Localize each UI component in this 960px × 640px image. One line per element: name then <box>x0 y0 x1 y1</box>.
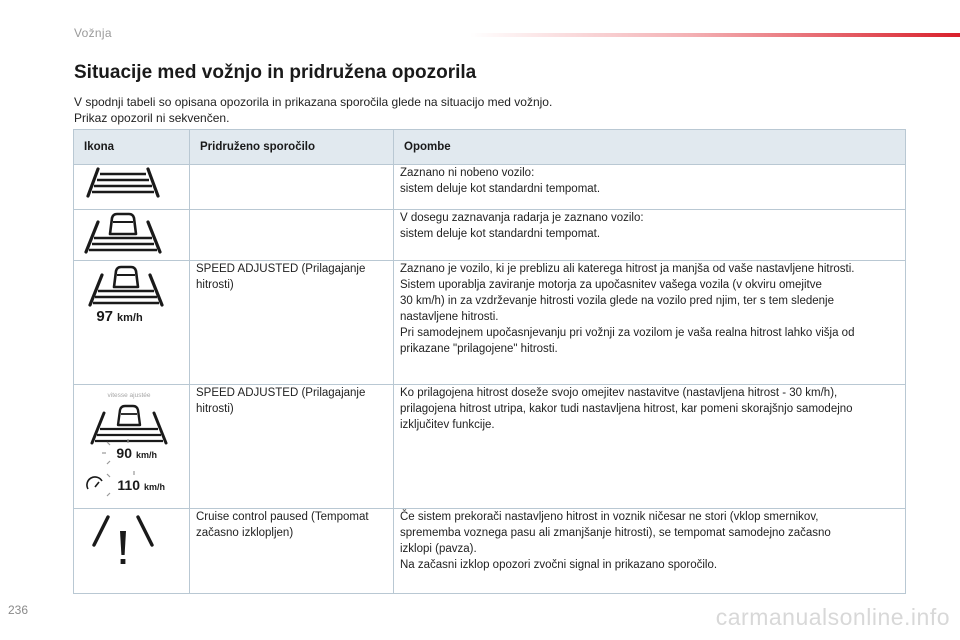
section-label: Vožnja <box>74 26 112 40</box>
note-line: Ko prilagojena hitrost doseže svojo omejitev nastavitve (nastavljena hitrost - 30 km/h), <box>400 387 838 399</box>
note-line: Zaznano je vozilo, ki je preblizu ali katerega hitrost ja manjša od vaše nastavljene hitrosti. <box>400 263 855 275</box>
watermark: carmanualsonline.info <box>715 604 950 630</box>
message-line: SPEED ADJUSTED (Prilagajanje <box>196 387 366 399</box>
icon-adjusted-speed: 90 <box>116 445 132 461</box>
note-line: izklopi (pavza). <box>400 543 477 555</box>
column-header-icon: Ikona <box>74 130 190 165</box>
icon-cell <box>74 509 190 594</box>
message-line: začasno izklopljen) <box>196 527 294 539</box>
speed-limit-reached-icon <box>80 385 178 497</box>
message-line: Cruise control paused (Tempomat <box>196 511 369 523</box>
note-line: 30 km/h) in za vzdrževanje hitrosti vozila glede na vozilo pred njim, ter s tem sledenje <box>400 295 835 307</box>
notes-cell <box>394 210 906 261</box>
lane-lines-icon <box>80 165 166 199</box>
warning-exclamation-icon <box>80 509 166 569</box>
notes-cell <box>394 165 906 210</box>
icon-set-unit: km/h <box>144 482 166 492</box>
icon-speed-value: 97 <box>96 308 113 323</box>
intro-line: Prikaz opozoril ni sekvenčen. <box>74 111 230 125</box>
icon-caption: vitesse ajustée <box>107 392 151 399</box>
note-line: sistem deluje kot standardni tempomat. <box>400 228 601 240</box>
table-row <box>74 509 906 594</box>
table-header-row <box>74 130 906 165</box>
header-accent-rule <box>470 33 960 37</box>
note-line: prilagojena hitrost utripa, kakor tudi nastavljena hitrost, kar pomeni skorajšnjo samodejno <box>400 403 853 415</box>
note-line: prikazane "prilagojene" hitrosti. <box>400 343 558 355</box>
message-cell <box>190 385 394 509</box>
notes-cell <box>394 261 906 385</box>
note-line: nastavljene hitrosti. <box>400 311 499 323</box>
icon-speed-unit: km/h <box>117 312 143 323</box>
column-header-notes: Opombe <box>394 130 906 165</box>
speed-adjusted-icon <box>80 261 172 323</box>
intro-line: V spodnji tabeli so opisana opozorila in prikazana sporočila glede na situacijo med vožnjo. <box>74 95 553 109</box>
note-line: sistem deluje kot standardni tempomat. <box>400 183 601 195</box>
note-line: sprememba voznega pasu ali zmanjšanje hitrosti), se tempomat samodejno začasno <box>400 527 831 539</box>
icon-cell <box>74 261 190 385</box>
icon-cell <box>74 210 190 261</box>
message-cell <box>190 261 394 385</box>
message-cell <box>190 210 394 261</box>
table-row <box>74 165 906 210</box>
alerts-table <box>73 129 906 594</box>
note-line: V dosegu zaznavanja radarja je zaznano vozilo: <box>400 212 644 224</box>
icon-cell <box>74 385 190 509</box>
table-row <box>74 210 906 261</box>
message-line: hitrosti) <box>196 279 234 291</box>
notes-cell <box>394 385 906 509</box>
column-header-message: Pridruženo sporočilo <box>190 130 394 165</box>
message-line: hitrosti) <box>196 403 234 415</box>
table-row <box>74 385 906 509</box>
icon-cell <box>74 165 190 210</box>
note-line: izključitev funkcije. <box>400 419 495 431</box>
note-line: Zaznano ni nobeno vozilo: <box>400 167 535 179</box>
page-title: Situacije med vožnjo in pridružena opozorila <box>74 62 477 83</box>
icon-set-speed: 110 <box>117 477 140 493</box>
note-line: Sistem uporablja zaviranje motorja za upočasnitev vašega vozila (v okviru omejitve <box>400 279 822 291</box>
message-line: SPEED ADJUSTED (Prilagajanje <box>196 263 366 275</box>
note-line: Če sistem prekorači nastavljeno hitrost in voznik ničesar ne stori (vklop smernikov, <box>400 511 819 523</box>
note-line: Pri samodejnem upočasnjevanju pri vožnji za vozilom je vaša realna hitrost lahko višja od <box>400 327 855 339</box>
table-row <box>74 261 906 385</box>
message-cell <box>190 509 394 594</box>
note-line: Na začasni izklop opozori zvočni signal in prikazano sporočilo. <box>400 559 718 571</box>
cruise-control-icon <box>87 477 102 489</box>
intro-text <box>74 94 894 126</box>
vehicle-detected-icon <box>80 210 166 254</box>
message-cell <box>190 165 394 210</box>
icon-adjusted-unit: km/h <box>136 450 158 460</box>
notes-cell <box>394 509 906 594</box>
page-number: 236 <box>8 603 29 617</box>
